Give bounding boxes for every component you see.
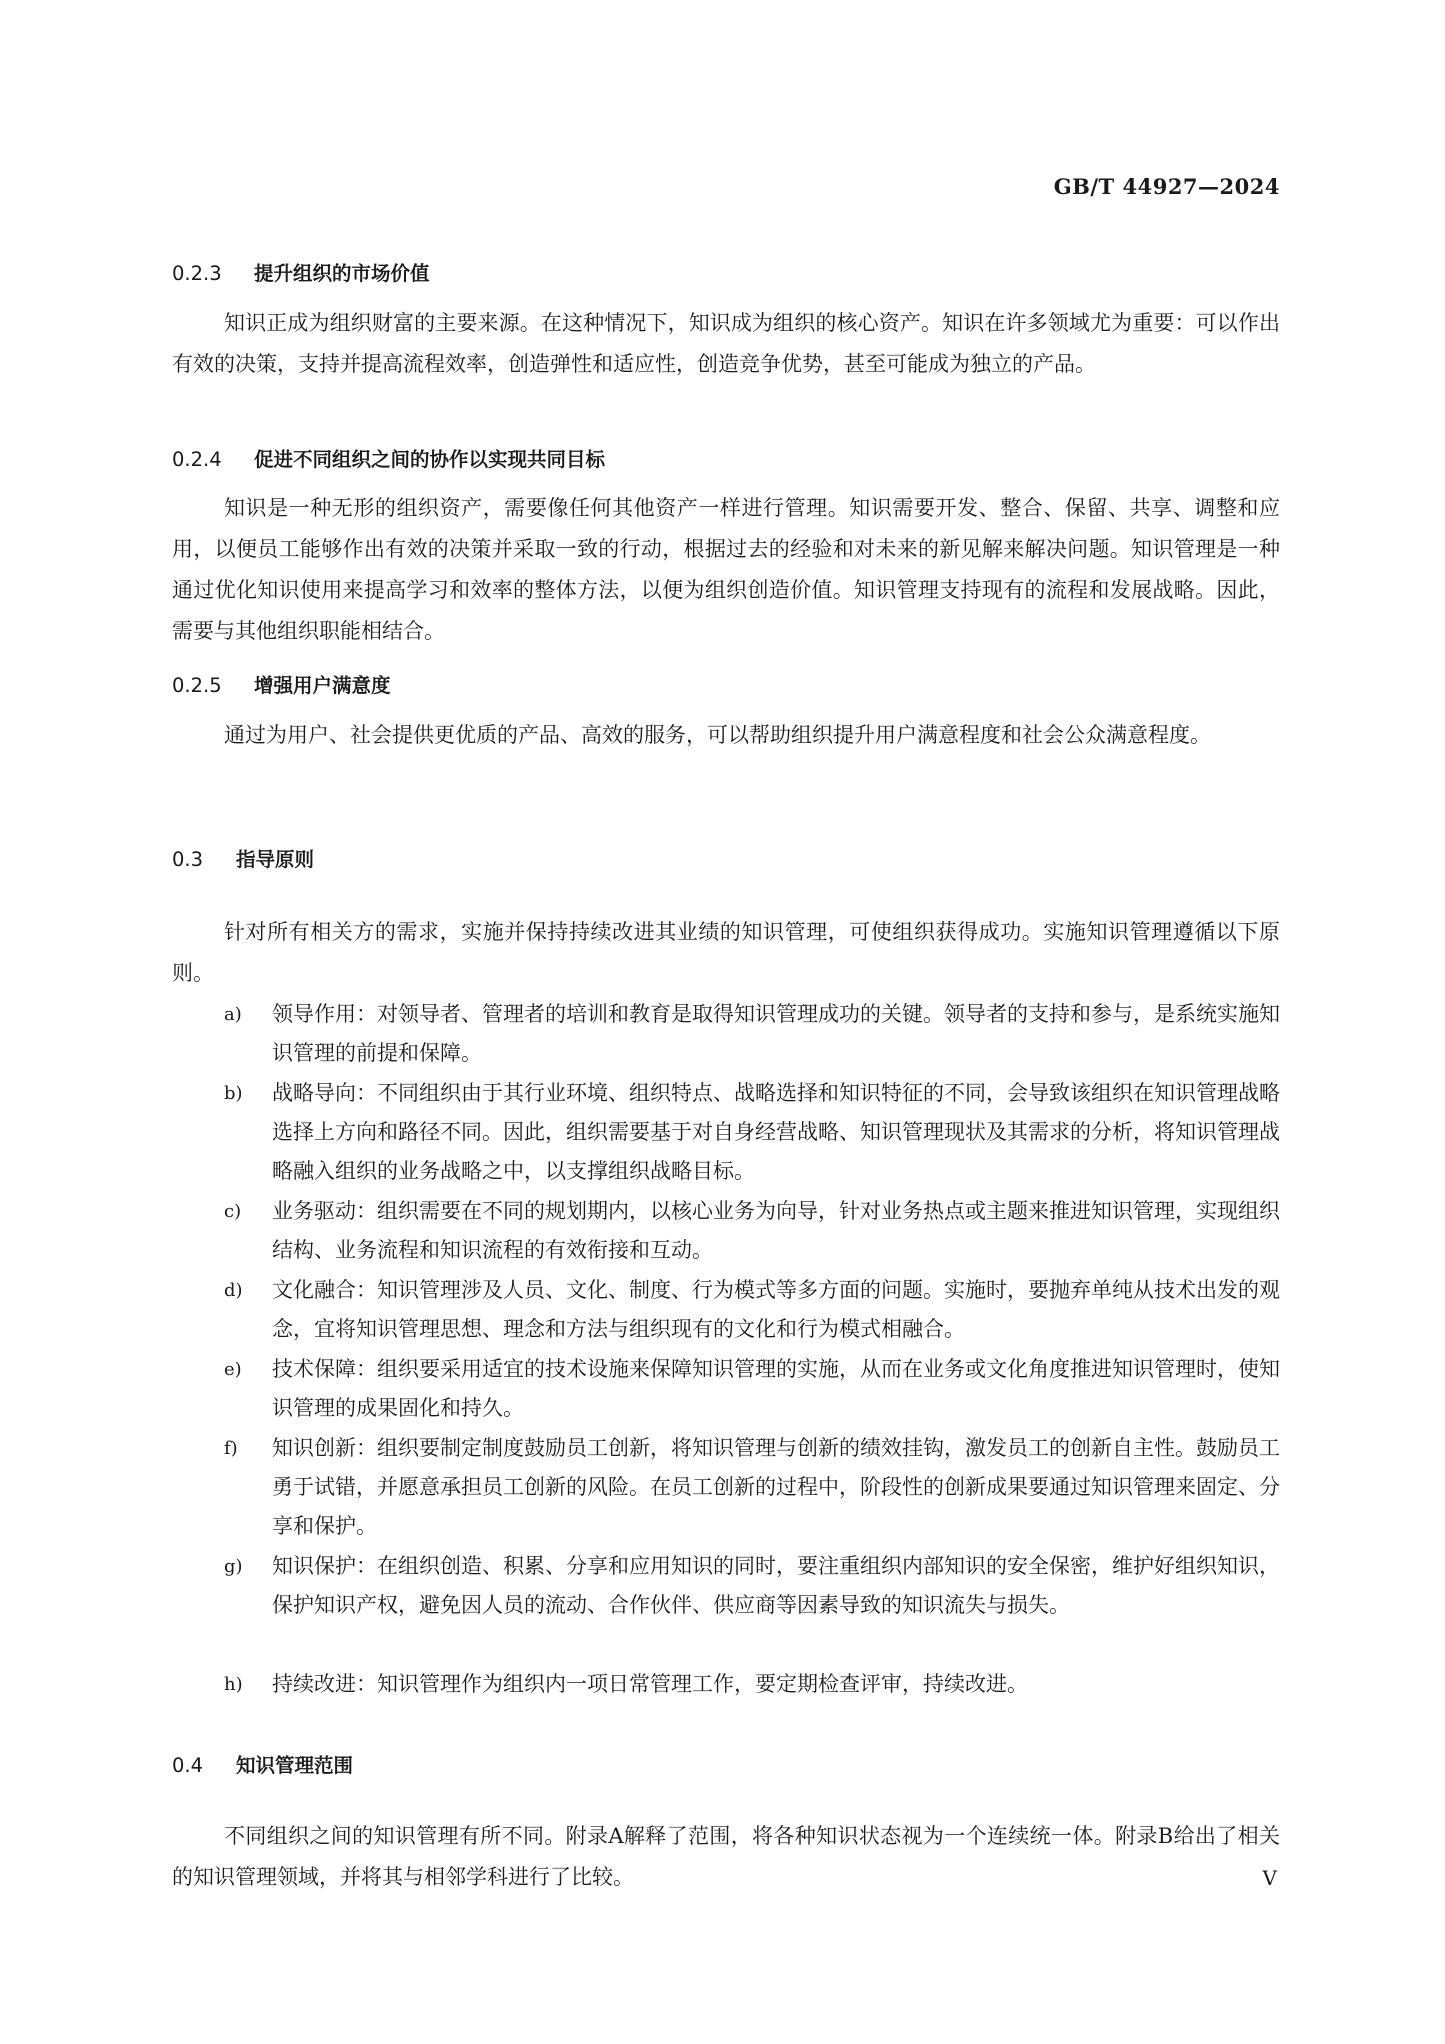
list-item <box>224 1192 1280 1270</box>
page-number: V <box>1262 1866 1277 1890</box>
list-marker: f) <box>224 1438 238 1459</box>
paragraph-0-2-4: 知识是一种无形的组织资产，需要像任何其他资产一样进行管理。知识需要开发、整合、保留、共享、调整和应用，以便员工能够作出有效的决策并采取一致的行动，根据过去的经验和对未来的新见解来解决问题。知识管理是一种通过优化知识使用来提高学习和效率的整体方法，以便为组织创造价值。知识管理支持现有的流程和发展战略。因此，需要与其他组织职能相结合。 <box>172 496 1280 643</box>
list-marker: b) <box>224 1083 243 1104</box>
list-item-text: 持续改进：知识管理作为组织内一项日常管理工作，要定期检查评审，持续改进。 <box>272 1672 1028 1696</box>
section-number: 0.3 <box>172 848 204 871</box>
paragraph-0-3-intro: 针对所有相关方的需求，实施并保持持续改进其业绩的知识管理，可使组织获得成功。实施知识管理遵循以下原则。 <box>172 920 1280 985</box>
section-title: 增强用户满意度 <box>254 674 391 697</box>
list-marker: h) <box>224 1674 243 1695</box>
section-title: 知识管理范围 <box>236 1754 354 1777</box>
paragraph-0-2-3: 知识正成为组织财富的主要来源。在这种情况下，知识成为组织的核心资产。知识在许多领域尤为重要：可以作出有效的决策，支持并提高流程效率，创造弹性和适应性，创造竞争优势，甚至可能成为独立的产品。 <box>172 311 1280 376</box>
list-marker: e) <box>224 1359 242 1380</box>
list-item-text: 领导作用：对领导者、管理者的培训和教育是取得知识管理成功的关键。领导者的支持和参与，是系统实施知识管理的前提和保障。 <box>272 1002 1280 1065</box>
list-marker: g) <box>224 1556 243 1577</box>
paragraph-0-4: 不同组织之间的知识管理有所不同。附录A解释了范围，将各种知识状态视为一个连续统一体。附录B给出了相关的知识管理领域，并将其与相邻学科进行了比较。 <box>172 1824 1280 1889</box>
list-item-text: 业务驱动：组织需要在不同的规划期内，以核心业务为向导，针对业务热点或主题来推进知识管理，实现组织结构、业务流程和知识流程的有效衔接和互动。 <box>272 1199 1280 1262</box>
list-item <box>224 1547 1280 1625</box>
list-marker: d) <box>224 1280 243 1301</box>
list-marker: c) <box>224 1201 242 1222</box>
section-title: 指导原则 <box>236 848 315 871</box>
list-item-text: 知识保护：在组织创造、积累、分享和应用知识的同时，要注重组织内部知识的安全保密，维护好组织知识，保护知识产权，避免因人员的流动、合作伙伴、供应商等因素导致的知识流失与损失。 <box>272 1554 1280 1617</box>
list-marker: a) <box>224 1004 242 1025</box>
list-item-text: 文化融合：知识管理涉及人员、文化、制度、行为模式等多方面的问题。实施时，要抛弃单纯从技术出发的观念，宜将知识管理思想、理念和方法与组织现有的文化和行为模式相融合。 <box>272 1278 1280 1341</box>
section-heading-0-2-4 <box>172 444 605 472</box>
list-item <box>224 1665 1280 1704</box>
section-heading-0-2-5 <box>172 670 391 698</box>
section-number: 0.2.3 <box>172 262 222 285</box>
paragraph-0-2-5: 通过为用户、社会提供更优质的产品、高效的服务，可以帮助组织提升用户满意程度和社会公众满意程度。 <box>224 723 1211 747</box>
section-number: 0.2.5 <box>172 674 222 697</box>
list-item <box>224 1074 1280 1191</box>
list-item-text: 战略导向：不同组织由于其行业环境、组织特点、战略选择和知识特征的不同，会导致该组织在知识管理战略选择上方向和路径不同。因此，组织需要基于对自身经营战略、知识管理现状及其需求的分析，将知识管理战略融入组织的业务战略之中，以支撑组织战略目标。 <box>272 1081 1280 1183</box>
section-title: 提升组织的市场价值 <box>254 262 430 285</box>
list-item <box>224 1271 1280 1349</box>
document-code: GB/T 44927—2024 <box>1053 174 1280 199</box>
list-item-text: 技术保障：组织要采用适宜的技术设施来保障知识管理的实施，从而在业务或文化角度推进知识管理时，使知识管理的成果固化和持久。 <box>272 1357 1280 1420</box>
section-number: 0.4 <box>172 1754 204 1777</box>
section-heading-0-2-3 <box>172 258 430 286</box>
list-item-text: 知识创新：组织要制定制度鼓励员工创新，将知识管理与创新的绩效挂钩，激发员工的创新自主性。鼓励员工勇于试错，并愿意承担员工创新的风险。在员工创新的过程中，阶段性的创新成果要通过知识管理来固定、分享和保护。 <box>272 1436 1280 1538</box>
section-heading-0-4 <box>172 1750 353 1778</box>
list-item <box>224 1350 1280 1428</box>
section-heading-0-3 <box>172 844 314 872</box>
section-number: 0.2.4 <box>172 448 222 471</box>
list-item <box>224 1429 1280 1546</box>
list-item <box>224 995 1280 1073</box>
section-title: 促进不同组织之间的协作以实现共同目标 <box>254 448 606 471</box>
